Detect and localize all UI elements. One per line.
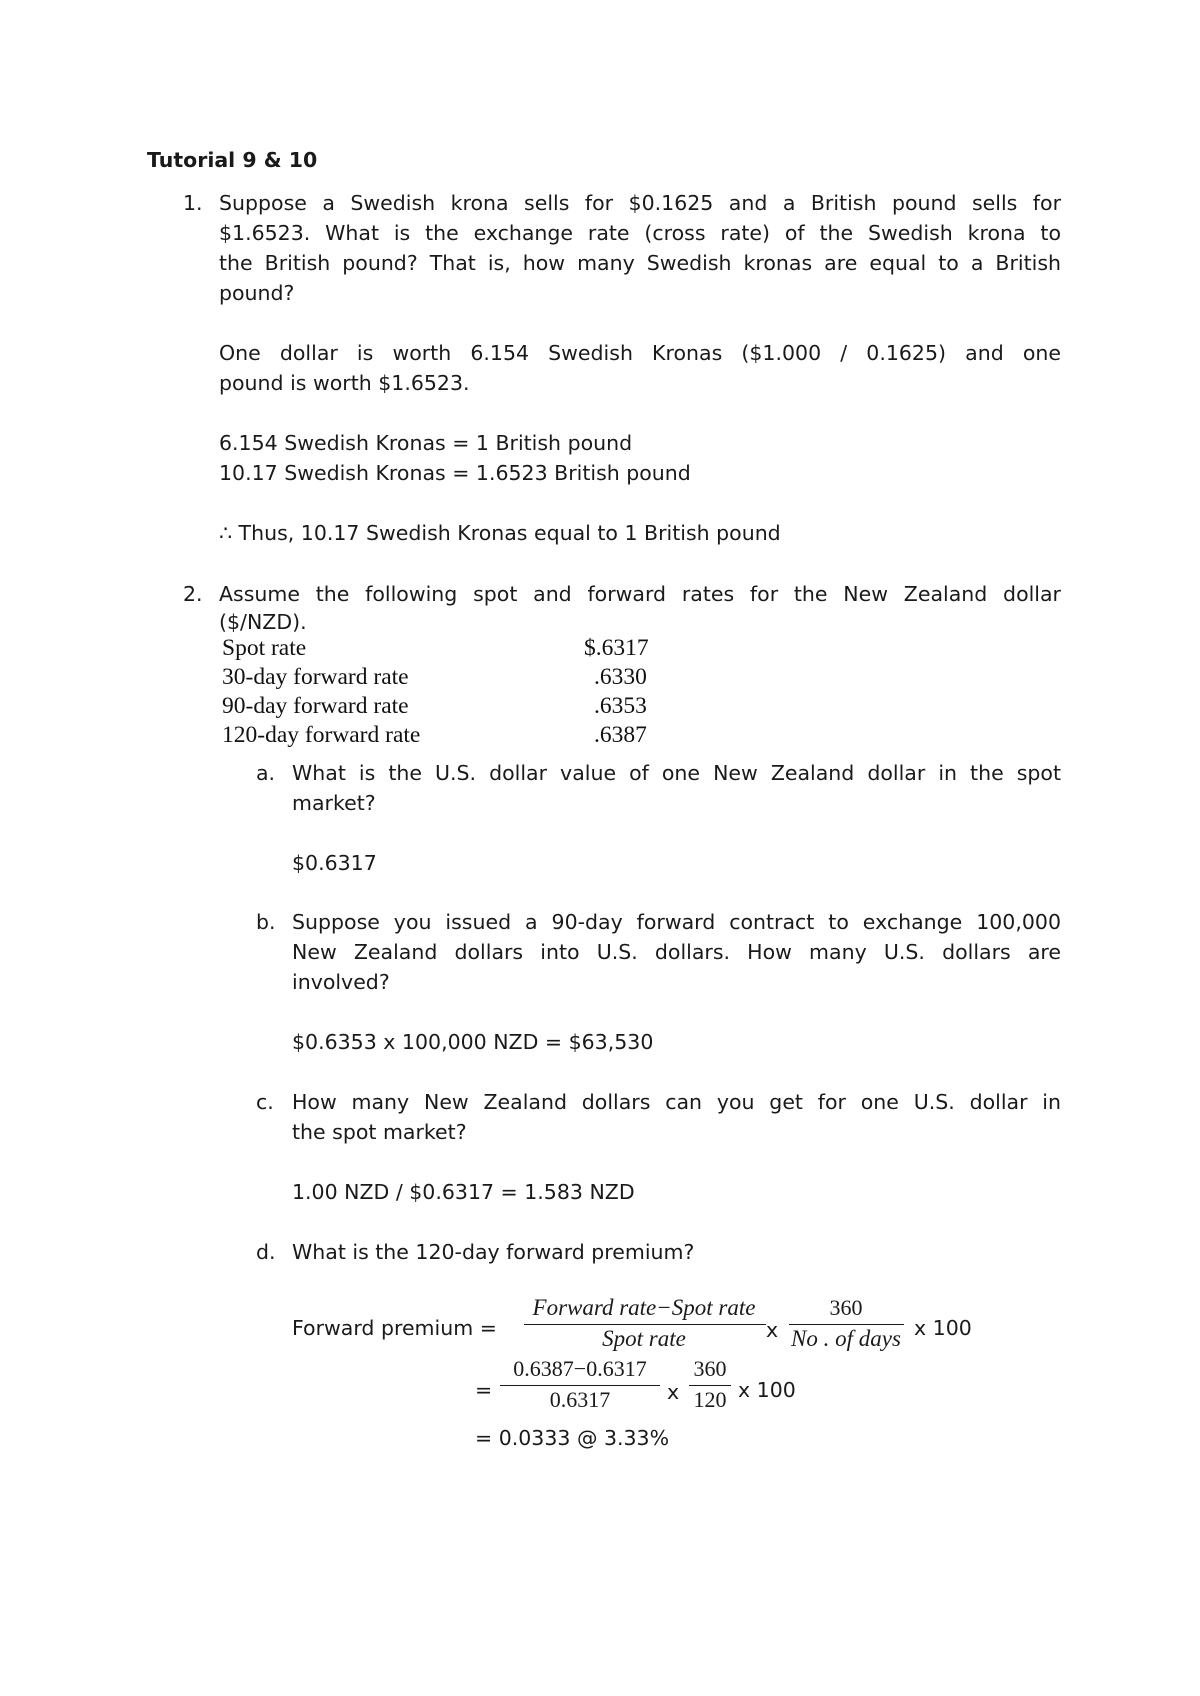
rate-label: 120-day forward rate [222,722,421,748]
q1-answer-line: One dollar is worth 6.154 Swedish Kronas ($1.000 / 0.1625) and one [219,341,1061,365]
calc-equals: = [475,1378,493,1402]
q2d-letter: d. [256,1240,276,1264]
q2c-question-line: How many New Zealand dollars can you get for one U.S. dollar in [292,1090,1061,1114]
q1-number: 1. [183,191,203,215]
q1-question-line: $1.6523. What is the exchange rate (cross rate) of the Swedish krona to [219,221,1061,245]
q2-question-line: Assume the following spot and forward rates for the New Zealand dollar [219,582,1061,606]
formula-frac2-denominator: No . of days [791,1326,901,1351]
q1-question-line: the British pound? That is, how many Swedish kronas are equal to a British [219,251,1061,275]
rate-value: .6387 [594,722,647,748]
calc-frac2-denominator: 120 [693,1387,727,1412]
formula-times: x [766,1318,779,1342]
q2a-letter: a. [256,761,276,785]
q2a-answer: $0.6317 [292,851,377,875]
q2b-question-line: Suppose you issued a 90-day forward contract to exchange 100,000 [292,910,1061,934]
formula-lhs: Forward premium = [292,1316,497,1340]
q2b-question-line: involved? [292,970,390,994]
q2-number: 2. [183,582,203,606]
calc-times: x [667,1380,680,1404]
rate-value: $.6317 [584,635,649,661]
rate-value: .6353 [594,693,647,719]
calc-frac1-denominator: 0.6317 [549,1387,611,1412]
q1-equation-line: 6.154 Swedish Kronas = 1 British pound [219,431,633,455]
q2b-answer: $0.6353 x 100,000 NZD = $63,530 [292,1030,654,1054]
q2a-question-line: What is the U.S. dollar value of one New Zealand dollar in the spot [292,761,1061,785]
fraction-bar [500,1385,660,1386]
forward-premium-result: = 0.0333 @ 3.33% [475,1426,670,1450]
page-title: Tutorial 9 & 10 [147,148,318,172]
q1-conclusion: ∴ Thus, 10.17 Swedish Kronas equal to 1 British pound [219,521,781,545]
fraction-bar [789,1324,904,1325]
q1-question-line: pound? [219,281,295,305]
formula-frac2-numerator: 360 [829,1295,863,1320]
q2c-answer: 1.00 NZD / $0.6317 = 1.583 NZD [292,1180,635,1204]
fraction-bar [524,1324,766,1325]
q2c-letter: c. [256,1090,274,1114]
q2d-question: What is the 120-day forward premium? [292,1240,695,1264]
formula-tail: x 100 [914,1316,972,1340]
q1-answer-line: pound is worth $1.6523. [219,371,470,395]
rate-value: .6330 [594,664,647,690]
formula-frac1-denominator: Spot rate [602,1326,686,1351]
calc-frac1-numerator: 0.6387−0.6317 [513,1356,647,1381]
calc-tail: x 100 [738,1378,796,1402]
formula-frac1-numerator: Forward rate−Spot rate [532,1295,756,1320]
fraction-bar [689,1385,731,1386]
q2-question-line: ($/NZD). [219,610,307,634]
q2b-letter: b. [256,910,276,934]
q2c-question-line: the spot market? [292,1120,467,1144]
q1-equation-line: 10.17 Swedish Kronas = 1.6523 British pound [219,461,691,485]
rate-label: 90-day forward rate [222,693,409,719]
rate-label: Spot rate [222,635,307,661]
rate-label: 30-day forward rate [222,664,409,690]
q2b-question-line: New Zealand dollars into U.S. dollars. How many U.S. dollars are [292,940,1061,964]
calc-frac2-numerator: 360 [693,1356,727,1381]
q2a-question-line: market? [292,791,376,815]
q1-question-line: Suppose a Swedish krona sells for $0.1625 and a British pound sells for [219,191,1061,215]
